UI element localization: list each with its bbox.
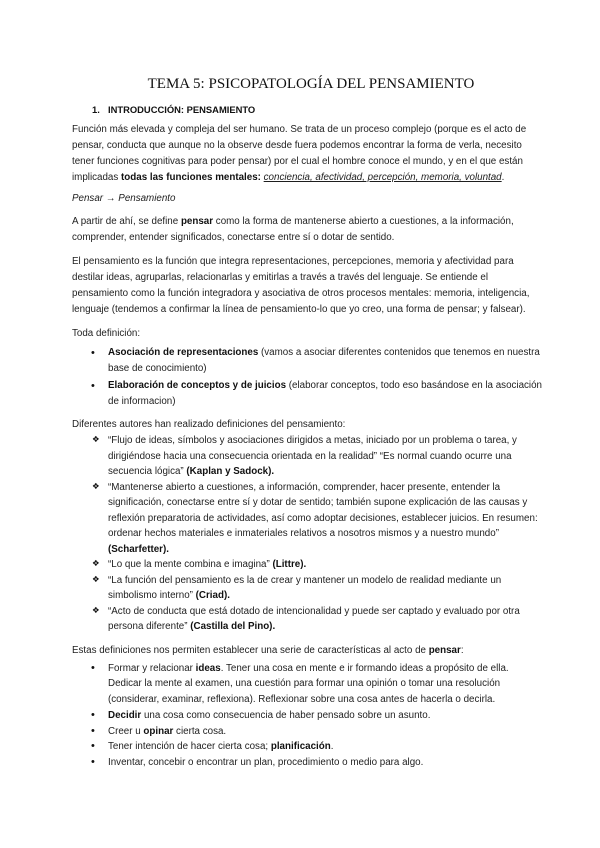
author-name: (Castilla del Pino). <box>190 621 276 632</box>
bullet-icon: • <box>91 661 95 674</box>
paragraph-pensamiento-function: El pensamiento es la función que integra representaciones, percepciones, memoria y afectividad para destilar ideas, agruparlas, relacionarlas y emitirlas a través a través del lenguaje. Se entiende el pensamiento como la función integradora y asociativa de otros procesos mentales: memoria, inteligencia, lenguaje (tendemos a confirmar la línea de pensamiento-lo que yo creo, una forma de pensar; y falsear). <box>72 256 530 315</box>
item-text: . <box>330 741 334 753</box>
item-text: una cosa como consecuencia de haber pensado sobre un asunto. <box>141 709 431 721</box>
item-detail: (elaborar conceptos, todo eso basándose en la asociación de informacion) <box>108 380 543 407</box>
item-text: cierta cosa. <box>173 725 227 737</box>
list-item <box>92 557 542 573</box>
bullet-icon: • <box>91 724 95 737</box>
traits-list <box>72 661 542 772</box>
author-name: (Scharfetter). <box>108 543 169 555</box>
list-item <box>92 573 542 604</box>
item-text: Creer u <box>108 725 144 737</box>
paragraph-text: Función más elevada y compleja del ser humano. Se trata de un proceso complejo (porque es el acto de pensar, conducta que aunque no la observe desde fuera podemos encontrar la forma de verla, necesito tener funciones cognitivas para poder pensar) por el cual el hombre conoce el mundo, y en el que están implicadas <box>72 124 527 183</box>
author-quote: “La función del pensamiento es la de crear y mantener un modelo de realidad mediante un simbolismo interno” <box>108 574 502 601</box>
author-quote: “Flujo de ideas, símbolos y asociaciones dirigidos a metas, iniciado por un problema o tarea, y dirigiéndose hacia una consecuencia orientada en la realidad” “Es normal cuando ocurre una secuencia lógica” <box>108 435 517 477</box>
underlined-functions-list: conciencia, afectividad, percepción, memoria, voluntad <box>263 172 502 183</box>
bold-term: opinar <box>143 725 174 737</box>
list-item <box>92 433 542 480</box>
diamond-bullet-icon: ❖ <box>92 481 100 492</box>
section-heading-text: INTRODUCCIÓN: PENSAMIENTO <box>108 104 256 115</box>
author-quote: “Lo que la mente combina e imagina” <box>108 559 273 570</box>
bold-term: ideas <box>195 662 221 674</box>
paragraph-end: . <box>501 172 505 183</box>
diamond-bullet-icon: ❖ <box>92 435 100 445</box>
bold-term: Asociación de representaciones <box>108 347 259 358</box>
author-quote: “Acto de conducta que está dotado de intencionalidad y puede ser captado y evaluado por otra persona diferente” <box>108 605 520 632</box>
author-name: (Criad). <box>195 590 230 601</box>
author-name: (Kaplan y Sadock). <box>186 466 275 477</box>
item-text: Tener intención de hacer cierta cosa; <box>108 741 271 753</box>
list-item <box>91 739 542 755</box>
bold-term: pensar <box>180 216 214 227</box>
definition-list <box>72 345 542 410</box>
diamond-bullet-icon: ❖ <box>92 559 100 569</box>
pensar-arrow-line: Pensar → Pensamiento <box>72 193 176 204</box>
list-item <box>91 345 542 377</box>
paragraph-text: como la forma de mantenerse abierto a cuestiones, a la información, comprender, entender significados, conectarse entre sí o dotar de sentido. <box>72 216 514 243</box>
bold-term: Decidir <box>108 709 142 721</box>
bullet-icon: • <box>91 347 95 359</box>
author-quote: “Mantenerse abierto a cuestiones, a información, comprender, hacer presente, entender la significación, conectarse entre sí y dotar de sentido; también supone explicación de las causas y reflexión preparatoria de actividades, así como adoptar decisiones, establecer juicios. En resumen: ordenar hechos materiales e inmateriales relativos a nosotros mismos y a nuestro mundo” <box>108 481 538 539</box>
separator-text: : <box>257 172 264 183</box>
list-item <box>91 755 542 771</box>
definition-intro: Toda definición: <box>72 328 141 339</box>
item-detail: (vamos a asociar diferentes contenidos que tenemos en nuestra base de conocimiento) <box>108 347 540 374</box>
list-item <box>92 480 542 558</box>
author-name: (Littre). <box>272 559 307 570</box>
bold-term: todas las funciones mentales <box>121 172 258 183</box>
item-text: . Tener una cosa en mente e ir formando ideas a propósito de ella. Dedicar la mente al examen, una cuestión para formar una opinión o tomar una resolución (considerar, examinar, reflexiona). Reflexionar sobre una cosa antes de hacerla o decirla. <box>108 662 509 706</box>
list-item <box>92 604 542 635</box>
traits-intro <box>72 643 542 659</box>
section-number: 1. <box>92 104 100 115</box>
item-text: Inventar, concebir o encontrar un plan, procedimiento o medio para algo. <box>108 757 424 769</box>
paragraph-end: : <box>460 644 464 656</box>
author-definitions-list <box>72 433 542 635</box>
bullet-icon: • <box>91 708 95 721</box>
list-item <box>91 708 542 724</box>
paragraph-text: Estas definiciones nos permiten establecer una serie de características al acto de <box>72 644 429 656</box>
diamond-bullet-icon: ❖ <box>92 574 100 585</box>
paragraph-pensar-definition <box>72 214 542 246</box>
page-title: TEMA 5: PSICOPATOLOGÍA DEL PENSAMIENTO <box>147 76 475 92</box>
paragraph-text: A partir de ahí, se define <box>72 216 181 227</box>
item-text: Formar y relacionar <box>108 662 196 674</box>
list-item <box>91 724 542 740</box>
bullet-icon: • <box>91 756 95 769</box>
list-item <box>91 661 542 708</box>
authors-intro: Diferentes autores han realizado definiciones del pensamiento: <box>72 419 346 430</box>
list-item <box>91 378 543 410</box>
bold-term: planificación <box>270 741 331 753</box>
bold-term: pensar <box>428 644 461 656</box>
section-heading <box>72 102 542 118</box>
bold-term: Elaboración de conceptos y de juicios <box>108 380 287 391</box>
diamond-bullet-icon: ❖ <box>92 605 100 616</box>
page-content <box>72 0 542 771</box>
paragraph-intro <box>72 122 542 186</box>
bullet-icon: • <box>91 380 95 392</box>
bullet-icon: • <box>91 740 95 753</box>
